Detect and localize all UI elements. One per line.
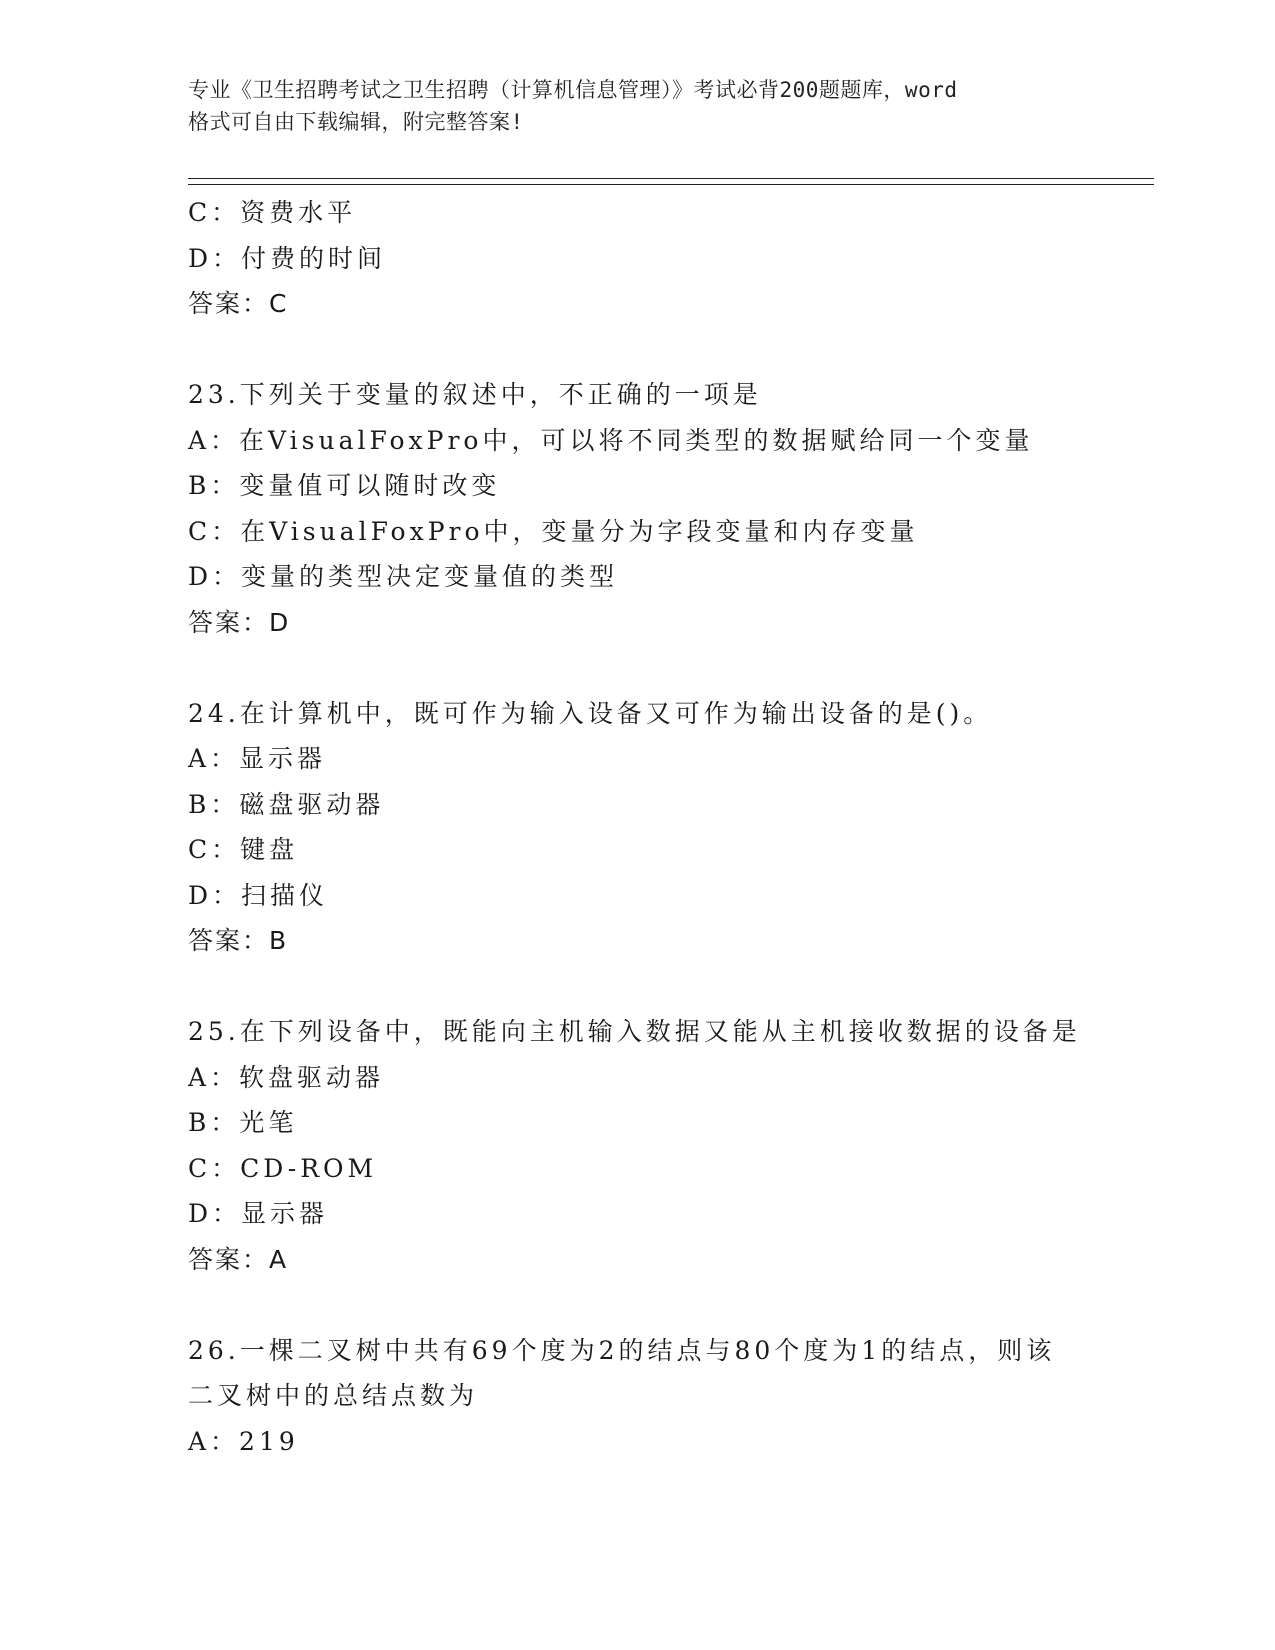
q23-option-a: A：在VisualFoxPro中，可以将不同类型的数据赋给同一个变量 [188, 425, 1034, 455]
document-header [188, 74, 1088, 138]
question-content [188, 190, 1088, 1464]
q24-question: 24.在计算机中，既可作为输入设备又可作为输出设备的是()。 [188, 698, 993, 728]
q25-question: 25.在下列设备中，既能向主机输入数据又能从主机接收数据的设备是 [188, 1017, 1081, 1046]
q24-option-d: D：扫描仪 [188, 880, 329, 910]
q26-question-line-2: 二叉树中的总结点数为 [188, 1381, 479, 1410]
q25-option-c: C：CD-ROM [188, 1153, 378, 1183]
q26-question-line-1: 26.一棵二叉树中共有69个度为2的结点与80个度为1的结点，则该 [188, 1335, 1056, 1365]
q22-option-c: C：资费水平 [188, 198, 357, 227]
header-rule-bottom [188, 184, 1154, 185]
q24-option-c: C：键盘 [188, 835, 299, 864]
spacer [188, 327, 1088, 373]
q25-answer: 答案：A [188, 1244, 289, 1274]
q22-answer: 答案：C [188, 289, 289, 318]
q22-option-d: D：付费的时间 [188, 243, 387, 273]
q23-question: 23.下列关于变量的叙述中，不正确的一项是 [188, 380, 762, 409]
q24-option-b: B：磁盘驱动器 [188, 789, 385, 819]
q26-option-a: A：219 [188, 1426, 299, 1456]
header-line-1: 专业《卫生招聘考试之卫生招聘（计算机信息管理）》考试必背200题题库，word [188, 78, 958, 102]
q23-option-c: C：在VisualFoxPro中，变量分为字段变量和内存变量 [188, 516, 919, 546]
q24-option-a: A：显示器 [188, 744, 327, 773]
header-rule-top [188, 178, 1154, 179]
q25-option-a: A：软盘驱动器 [188, 1062, 385, 1092]
q25-option-b: B：光笔 [188, 1108, 298, 1137]
spacer [188, 645, 1088, 691]
q23-answer: 答案：D [188, 607, 291, 637]
q24-answer: 答案：B [188, 926, 289, 955]
header-line-2: 格式可自由下载编辑，附完整答案! [188, 110, 524, 134]
q25-option-d: D：显示器 [188, 1199, 329, 1228]
q23-option-d: D：变量的类型决定变量值的类型 [188, 562, 619, 591]
q23-option-b: B：变量值可以随时改变 [188, 471, 501, 500]
spacer [188, 1282, 1088, 1328]
spacer [188, 964, 1088, 1010]
